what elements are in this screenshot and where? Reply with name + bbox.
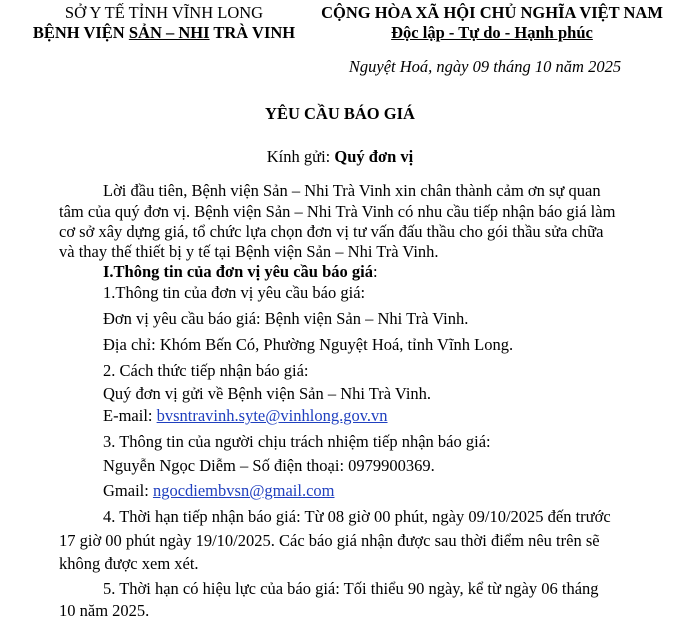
hospital-name-part-a: BỆNH VIỆN bbox=[32, 23, 129, 42]
section1-heading-text: I.Thông tin của đơn vị yêu cầu báo giá bbox=[103, 262, 373, 281]
item1-address: Địa chỉ: Khóm Bến Có, Phường Nguyệt Hoá, tỉnh Vĩnh Long. bbox=[103, 335, 514, 354]
agency-header bbox=[14, 3, 314, 43]
item2-title: 2. Cách thức tiếp nhận báo giá: bbox=[103, 361, 309, 380]
item3-person: Nguyễn Ngọc Diễm – Số điện thoại: 0979900369. bbox=[103, 456, 435, 475]
item3-gmail-row bbox=[103, 481, 335, 501]
salutation-prefix: Kính gửi: bbox=[266, 147, 335, 166]
hospital-name-part-b: TRÀ VINH bbox=[209, 23, 296, 42]
salutation bbox=[0, 147, 680, 167]
gmail-label: Gmail: bbox=[103, 481, 153, 500]
email-link[interactable]: bvsntravinh.syte@vinhlong.gov.vn bbox=[156, 406, 388, 425]
document-title: YÊU CẦU BÁO GIÁ bbox=[265, 104, 415, 123]
intro-line-3: cơ sở xây dựng giá, tổ chức lựa chọn đơn vị tư vấn đấu thầu cho gói thầu sửa chữa bbox=[59, 222, 604, 241]
item1-title: 1.Thông tin của đơn vị yêu cầu báo giá: bbox=[103, 283, 366, 302]
national-motto bbox=[318, 23, 666, 43]
item4-line-3: không được xem xét. bbox=[59, 554, 199, 573]
item5-line-2: 10 năm 2025. bbox=[59, 601, 150, 620]
item2-send: Quý đơn vị gửi về Bệnh viện Sản – Nhi Trà Vinh. bbox=[103, 384, 432, 403]
item2-email-row bbox=[103, 406, 388, 426]
item4-line-1: 4. Thời hạn tiếp nhận báo giá: Từ 08 giờ 00 phút, ngày 09/10/2025 đến trước bbox=[103, 507, 611, 526]
email-label: E-mail: bbox=[103, 406, 157, 425]
section1-heading bbox=[103, 262, 378, 282]
gmail-link[interactable]: ngocdiembvsn@gmail.com bbox=[152, 481, 335, 500]
item1-unit: Đơn vị yêu cầu báo giá: Bệnh viện Sản – Nhi Trà Vinh. bbox=[103, 309, 469, 328]
intro-line-1: Lời đầu tiên, Bệnh viện Sản – Nhi Trà Vinh xin chân thành cảm ơn sự quan bbox=[103, 181, 601, 200]
national-motto-text: Độc lập - Tự do - Hạnh phúc bbox=[391, 23, 593, 42]
national-name: CỘNG HÒA XÃ HỘI CHỦ NGHĨA VIỆT NAM bbox=[321, 3, 663, 22]
section1-heading-colon: : bbox=[373, 262, 378, 281]
ministry-line: SỞ Y TẾ TỈNH VĨNH LONG bbox=[64, 3, 264, 22]
item3-title: 3. Thông tin của người chịu trách nhiệm tiếp nhận báo giá: bbox=[103, 432, 491, 451]
date-line: Nguyệt Hoá, ngày 09 tháng 10 năm 2025 bbox=[348, 57, 622, 76]
item4-line-2: 17 giờ 00 phút ngày 19/10/2025. Các báo giá nhận được sau thời điểm nêu trên sẽ bbox=[59, 531, 600, 550]
hospital-name-line bbox=[14, 23, 314, 43]
intro-line-4: và thay thế thiết bị y tế tại Bệnh viện Sản – Nhi Trà Vinh. bbox=[59, 242, 439, 261]
intro-line-2: tâm của quý đơn vị. Bệnh viện Sản – Nhi Trà Vinh có nhu cầu tiếp nhận báo giá làm bbox=[59, 202, 616, 221]
salutation-recipient: Quý đơn vị bbox=[334, 147, 414, 166]
national-header bbox=[318, 3, 666, 43]
item5-line-1: 5. Thời hạn có hiệu lực của báo giá: Tối thiểu 90 ngày, kể từ ngày 06 tháng bbox=[103, 579, 599, 598]
hospital-name-underlined: SẢN – NHI bbox=[128, 23, 210, 42]
